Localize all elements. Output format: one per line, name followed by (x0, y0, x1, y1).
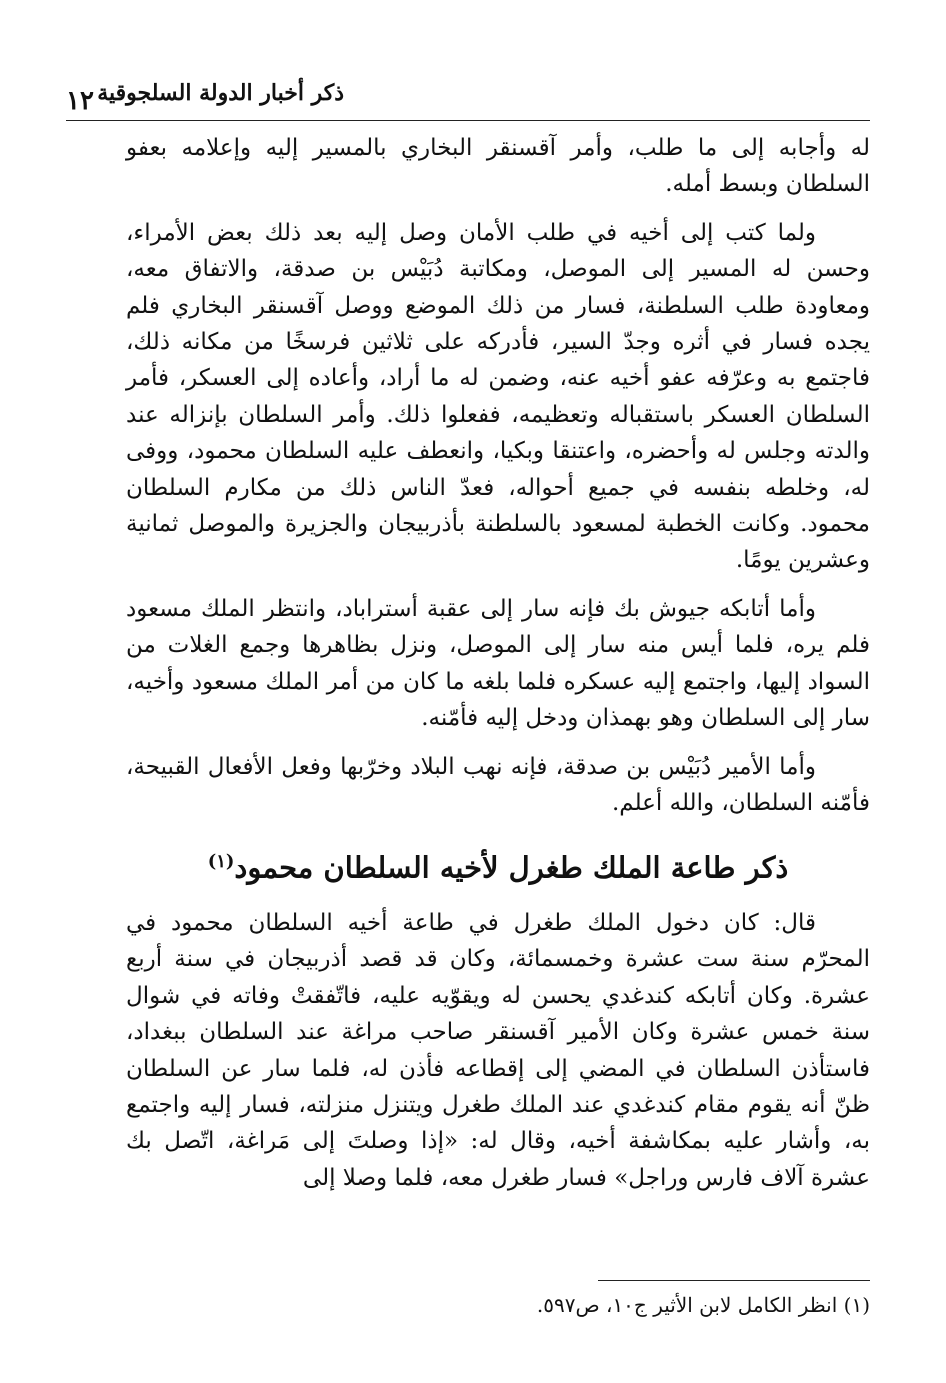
paragraph-dubays: وأما الأمير دُبَيْس بن صدقة، فإنه نهب البلاد وخرّبها وفعل الأفعال القبيحة، فأمّنه السلطان، والله أعلم. (126, 753, 870, 816)
page-number: ١٢ (66, 86, 94, 116)
section-paragraph: قال: كان دخول الملك طغرل في طاعة أخيه السلطان محمود في المحرّم سنة ست عشرة وخمسمائة، وكان قد قصد أذربيجان في سنة أربع عشرة. وكان أتابكه كندغدي يحسن له ويقوّيه عليه، فاتّفقتْ وفاته في شوال سنة خمس عشرة وكان الأمير آقسنقر صاحب مراغة عند السلطان ببغداد، فاستأذن السلطان في المضي إلى إقطاعه فأذن له، فلما سار عن السلطان ظنّ أنه يقوم مقام كندغدي عند الملك طغرل ويتنزل منزلته، فسار إليه واجتمع به، وأشار عليه بمكاشفة أخيه، وقال له: «إذا وصلتَ إلى مَراغة، اتّصل بك عشرة آلاف فارس وراجل» فسار طغرل معه، فلما وصلا إلى (126, 909, 870, 1191)
header-rule (66, 120, 870, 121)
section-heading-text: ذكر طاعة الملك طغرل لأخيه السلطان محمود (234, 850, 789, 885)
footnote: (١) انظر الكامل لابن الأثير ج١٠، ص٥٩٧. (536, 1293, 870, 1317)
paragraph-continuation: له وأجابه إلى ما طلب، وأمر آقسنقر البخاري بالمسير إليه وإعلامه بعفو السلطان وبسط أمله. (126, 135, 870, 198)
footnote-reference: (١) (207, 851, 235, 873)
paragraph-amnesty: ولما كتب إلى أخيه في طلب الأمان وصل إليه بعد ذلك بعض الأمراء، وحسن له المسير إلى الموصل، ومكاتبة دُبَيْس بن صدقة، والاتفاق معه، ومعاودة طلب السلطنة، فسار من ذلك الموضع ووصل آقسنقر البخاري فلم يجده فسار في أثره وجدّ السير، فأدركه على ثلاثين فرسخًا من مكانه ذلك، فاجتمع به وعرّفه عفو أخيه عنه، وضمن له ما أراد، وأعاده إلى العسكر، فأمر السلطان العسكر باستقباله وتعظيمه، ففعلوا ذلك. وأمر السلطان بإنزاله عند والدته وجلس له وأحضره، واعتنقا وبكيا، وانعطف عليه السلطان محمود، ووفى له، وخلطه بنفسه في جميع أحواله، فعدّ الناس ذلك من مكارم السلطان محمود. وكانت الخطبة لمسعود بالسلطنة بأذربيجان والجزيرة والموصل ثمانية وعشرين يومًا. (126, 219, 870, 574)
body-text (126, 130, 870, 1196)
footnote-rule (598, 1280, 870, 1281)
running-title: ذكر أخبار الدولة السلجوقية (97, 80, 344, 106)
paragraph-atabeg: وأما أتابكه جيوش بك فإنه سار إلى عقبة أستراباد، وانتظر الملك مسعود فلم يره، فلما أيس منه سار إلى الموصل، ونزل بظاهرها وجمع الغلات من السواد إليها، واجتمع إليه عسكره فلما بلغه ما كان من أمر الملك مسعود وأخيه، سار إلى السلطان وهو بهمذان ودخل إليه فأمّنه. (126, 595, 870, 732)
section-heading (126, 841, 870, 889)
